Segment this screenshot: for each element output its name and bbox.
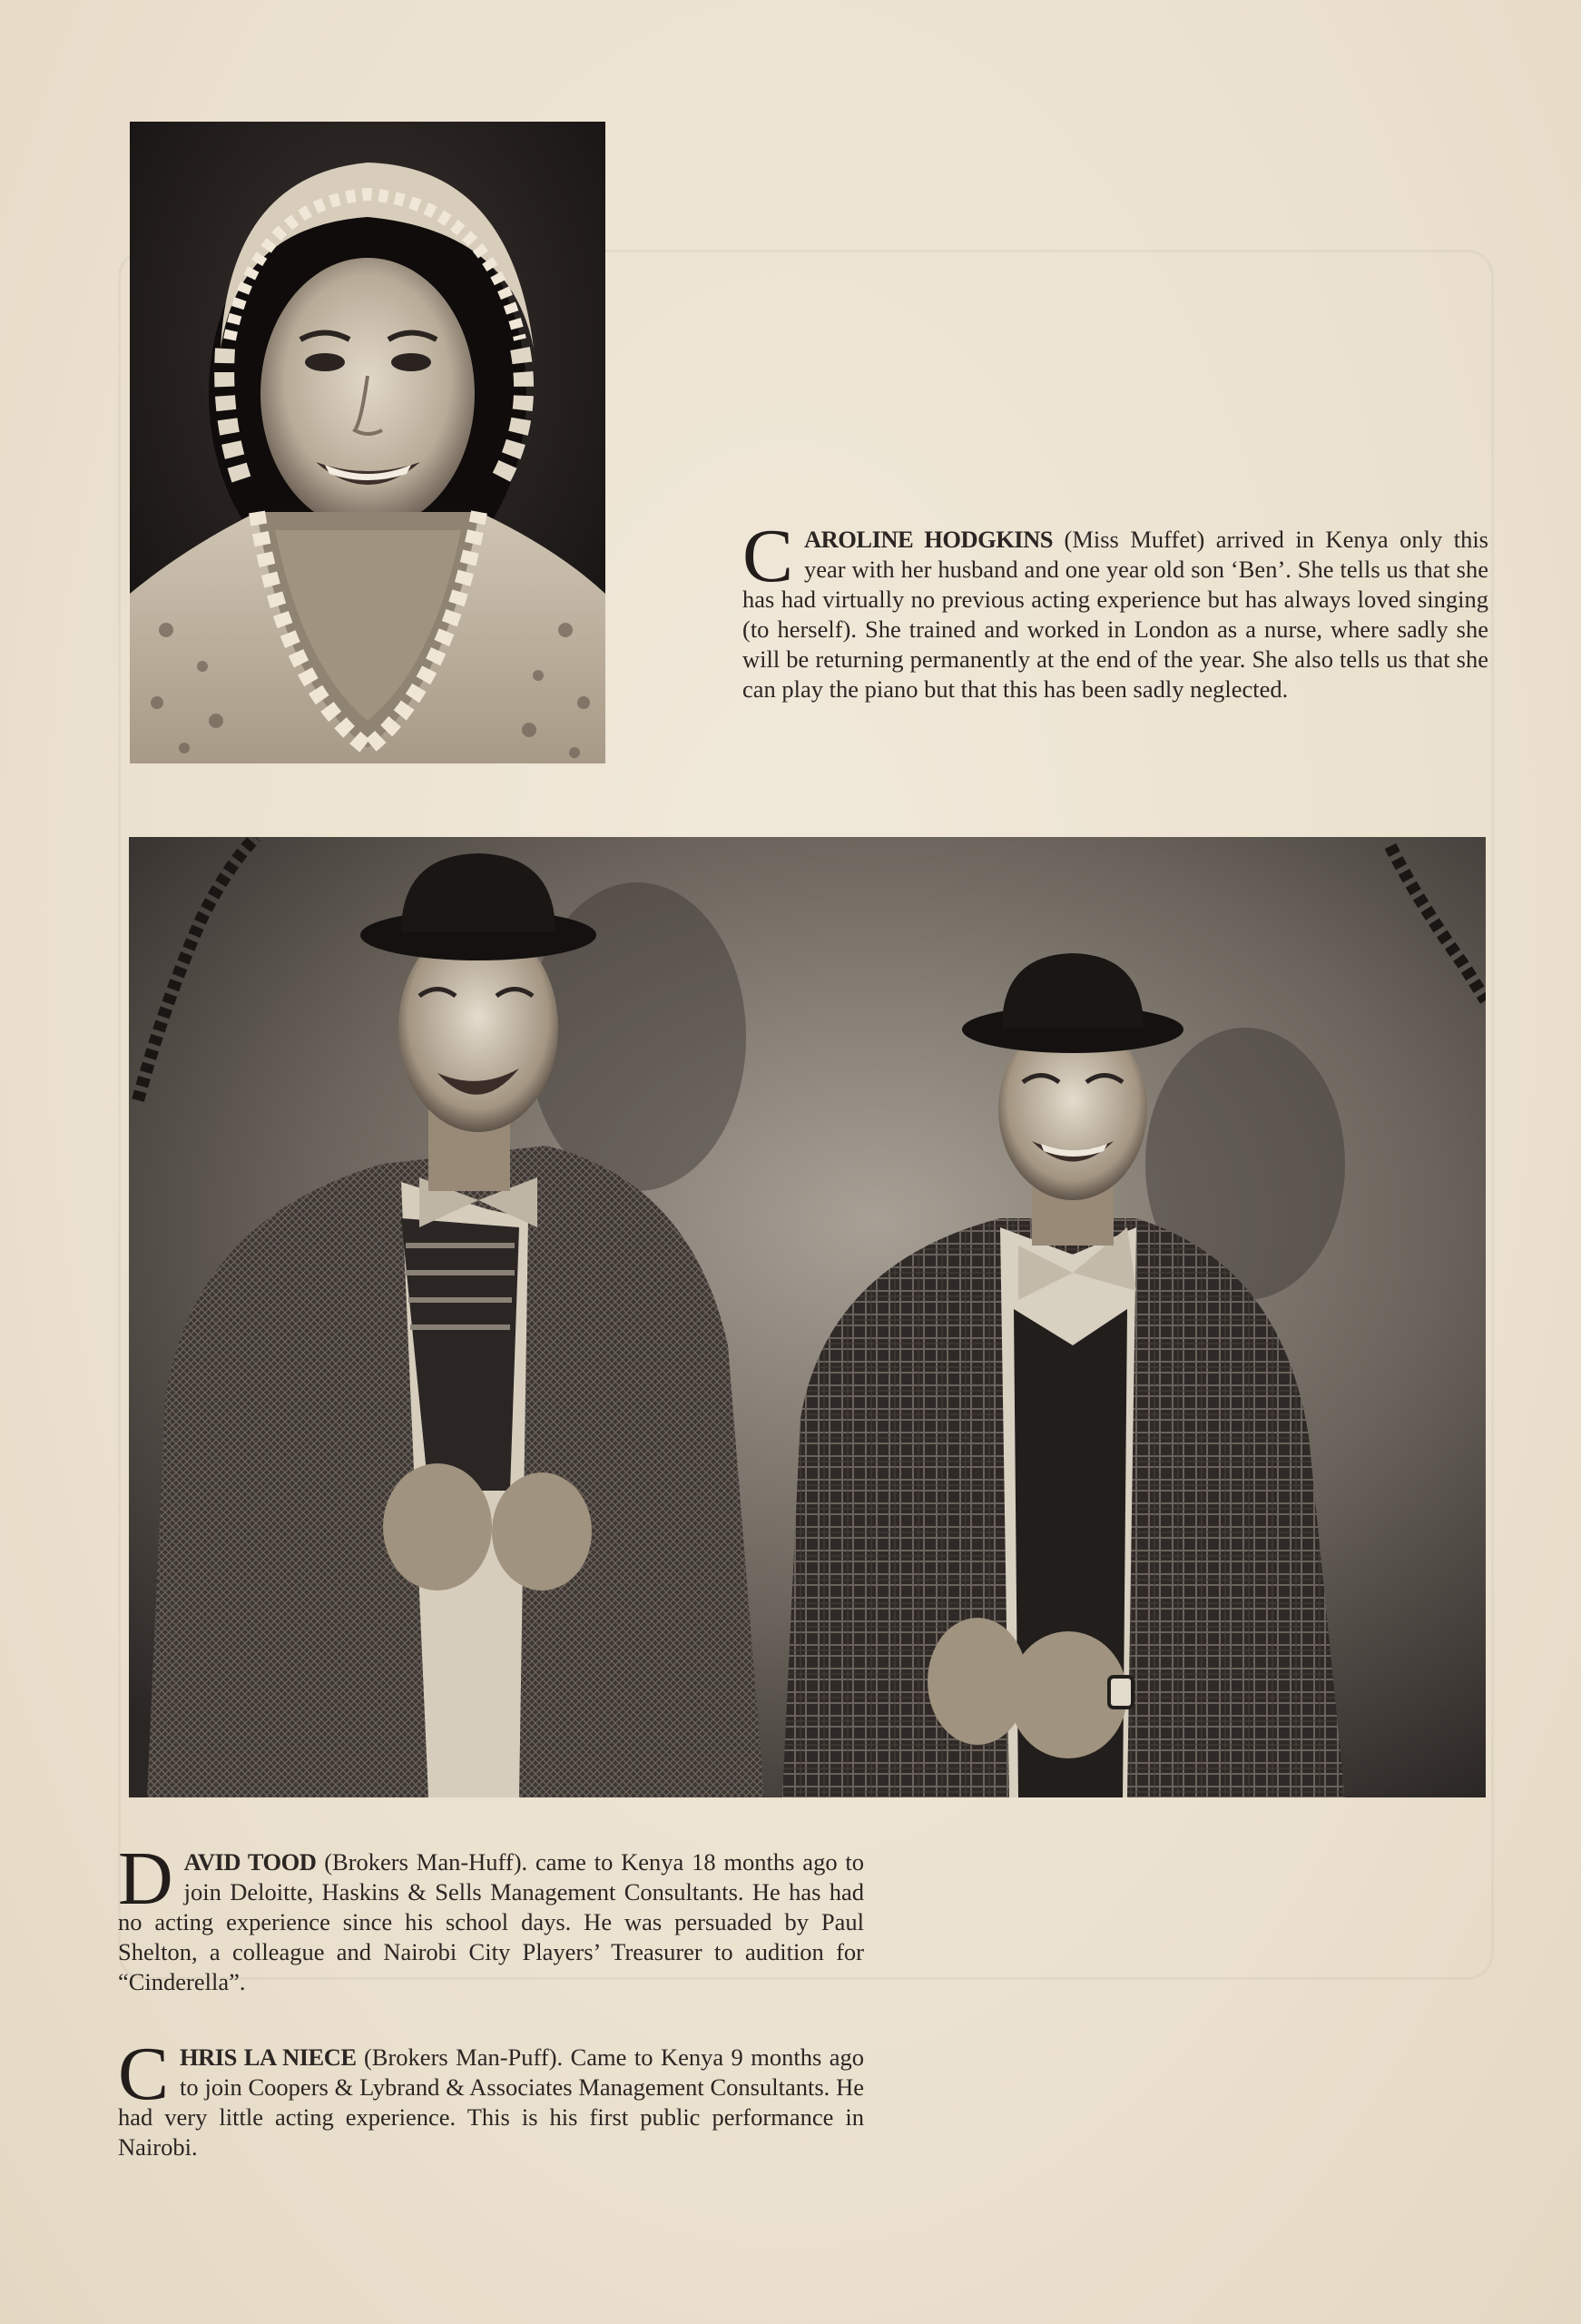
bio-chris-la-niece <box>118 2032 864 2162</box>
photo-brokers-men <box>129 837 1486 1797</box>
photo-caroline-hodgkins <box>130 122 605 763</box>
bio-text: (Brokers Man-Puff). Came to Kenya 9 months ago to join Coopers & Lybrand & Associates Management Consultants. He had very little acting experience. This is his first public performance in Nairobi. <box>118 2043 864 2161</box>
cast-name: HRIS LA NIECE <box>180 2043 357 2071</box>
bio-david-tood <box>118 1837 865 1997</box>
drop-cap: C <box>118 2032 170 2116</box>
bio-text: (Miss Muffet) arrived in Kenya only this year with her husband and one year old son ‘Ben’. She tells us that she has had virtually no previous acting experience but has always loved singing (to herself). She trained and worked in London as a nurse, where sadly she will be returning permanently at the end of the year. She also tells us that she can play the piano but that this has been sadly neglected. <box>742 526 1488 703</box>
bio-text: (Brokers Man-Huff). came to Kenya 18 months ago to join Deloitte, Haskins & Sells Management Consultants. He has had no acting experience since his school days. He was persuaded by Paul Shelton, a colleague and Nairobi City Players’ Treasurer to audition for “Cinderella”. <box>118 1848 865 1995</box>
cast-name: AROLINE HODGKINS <box>804 526 1053 553</box>
bio-caroline-hodgkins <box>742 514 1488 704</box>
drop-cap: D <box>118 1837 173 1921</box>
cast-name: AVID TOOD <box>183 1848 317 1876</box>
drop-cap: C <box>742 514 794 598</box>
